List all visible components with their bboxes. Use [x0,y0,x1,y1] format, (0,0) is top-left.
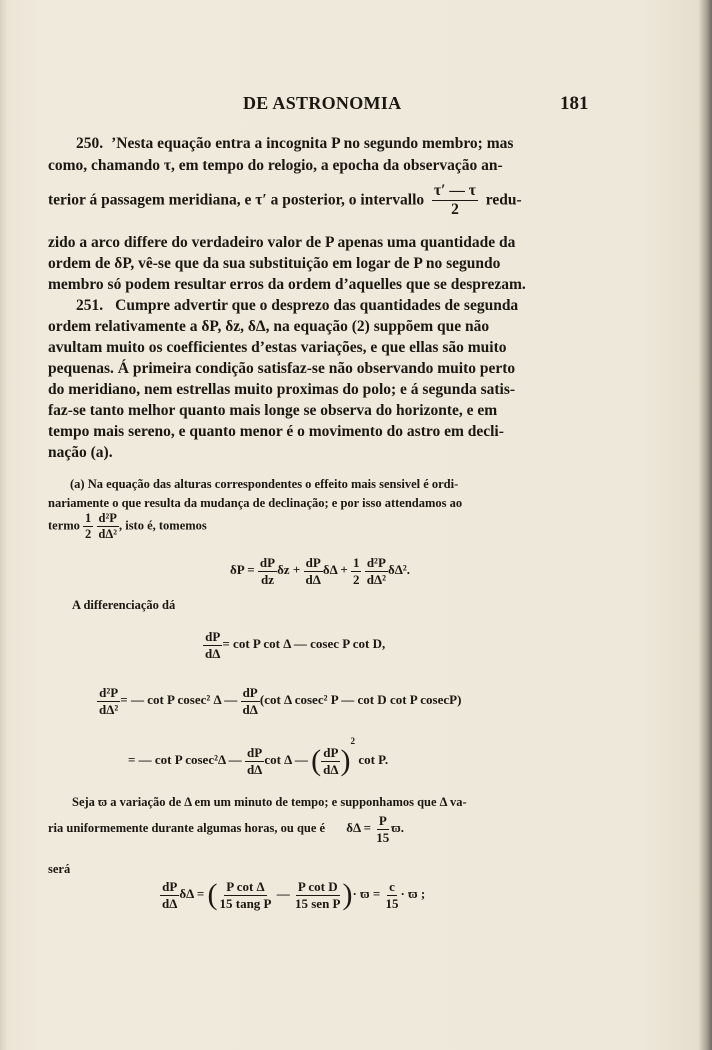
section-250-line-1: 250. ’Nesta equação entra a incognita P no segundo membro; mas [76,135,514,152]
equation-4: = — cot P cosec²Δ — $\frac{dP}{d\Delta}$ cot Δ — ( $\frac{dP}{d\Delta}$ )$^2$ cot P. [128,736,389,778]
page-gutter [0,0,8,1050]
differentiation-label: A differenciação dá [72,598,176,612]
section-251-line-2: ordem relativamente a δP, δz, δΔ, na equação (2) suppõem que não [48,318,490,335]
eq4-dp-dd: $\frac{dP}{d\Delta}$ [246,744,263,777]
page-edge [698,0,712,1050]
eq1-d2p: $\frac{\text{d²P}}{\text{dΔ²}}$ [366,555,387,587]
right-paren: ) [340,744,351,778]
left-paren: ( [311,744,322,778]
eq5-dp-dd: $\frac{dP}{d\Delta}$ [162,879,178,911]
footnote-seja: Seja ϖ a variação de Δ em um minuto de tempo; e supponhamos que Δ va- [72,795,467,809]
section-number: 251. [76,297,104,314]
half-fraction: $\frac{1}{2}$ [85,511,92,542]
section-250-line-4: zido a arco differe do verdadeiro valor de P apenas uma quantidade da [48,234,516,251]
eq3-dp-dd: $\frac{dP}{d\Delta}$ [242,685,258,717]
right-paren: ) [342,878,353,912]
section-251-line-5: do meridiano, nem estrellas muito proximas do polo; e á segunda satis- [48,381,516,398]
eq1-dp-dd: $\frac{dP}{d\Delta}$ [305,555,321,587]
eq1-half: $\frac{1}{2}$ [352,555,360,587]
footnote-sera: será [48,862,71,876]
equation-5: $\frac{dP}{d\Delta}$ δΔ = ( $\frac{\text{P cot Δ}}{\text{15 tang P}}$ — $\frac{\text{P cot D}}{\text{15 sen P}}$ )· ϖ = $\frac{c}{15}$ · ϖ ; [162,878,426,912]
eq4-dp-dd-squared: $\frac{dP}{d\Delta}$ [323,744,339,777]
section-250-line-5: ordem de δP, vê-se que da sua substituição em logar de P no segundo [48,255,501,272]
eq2-dp-dd: $\frac{dP}{d\Delta}$ [205,629,221,661]
footnote-line-1: (a) Na equação das alturas correspondentes o effeito mais sensivel é ordi- [70,477,459,491]
eq1-dp-dz: $\frac{dP}{dz}$ [259,555,276,587]
eq5-pcot-tang: $\frac{\text{P cot Δ}}{\text{15 tang P}}$ [219,879,272,911]
section-251-line-3: avultam muito os coefficientes d’estas variações, e que ellas são muito [48,339,507,356]
left-paren: ( [207,878,218,912]
section-number: 250. [76,135,104,152]
running-title: DE ASTRONOMIA [243,93,402,113]
section-251-line-1: 251. Cumpre advertir que o desprezo das quantidades de segunda [76,297,519,314]
section-250-line-3: terior á passagem meridiana, e τ′ a posterior, o intervallo $\frac{\tau' — \tau}{2}$ redu- [48,182,522,219]
footnote-line-2: nariamente o que resulta da mudança de declinação; e por isso attendamos ao [48,496,463,510]
page-number: 181 [560,93,589,114]
equation-2: $\frac{dP}{d\Delta}$ = cot P cot Δ — cosec P cot D, [205,629,386,661]
equation-1: δP = $\frac{dP}{dz}$ δz + $\frac{dP}{d\Delta}$ δΔ + $\frac{1}{2}$ $\frac{\text{d²P}}{\text{dΔ²}}$ δΔ². [230,555,411,587]
section-250-line-2: como, chamando τ, em tempo do relogio, a epocha da observação an- [48,157,503,174]
c-over-15: $\frac{c}{15}$ [385,879,399,911]
eq3-d2p: $\frac{\text{d²P}}{\text{dΔ²}}$ [99,685,119,717]
section-251-line-8: nação (a). [48,444,113,461]
eq5-pcotd-sen: $\frac{\text{P cot D}}{\text{15 sen P}}$ [294,879,341,911]
p-over-15: $\frac{P}{15}$ [376,813,390,845]
second-derivative-fraction: $\frac{\text{d²P}}{\text{dΔ²}}$ [98,511,117,542]
footnote-ria: ria uniformemente durante algumas horas, ou que é δΔ = $\frac{P}{15}$ ϖ. [48,813,405,845]
footnote-termo: termo $\frac{1}{2}$ $\frac{\text{d²P}}{\text{dΔ²}}$ , isto é, tomemos [48,511,207,542]
interval-fraction: $\frac{\tau' — \tau}{2}$ [434,182,476,219]
section-250-line-6: membro só podem resultar erros da ordem d’aquelles que se desprezam. [48,276,526,293]
equation-3: $\frac{\text{d²P}}{\text{dΔ²}}$ = — cot P cosec² Δ — $\frac{dP}{d\Delta}$ (cot Δ cosec² P — cot D cot P cosecP) [99,685,462,717]
section-251-line-4: pequenas. Á primeira condição satisfaz-se não observando muito perto [48,360,516,377]
delta-equation: δΔ = $\frac{P}{15}$ ϖ. [346,813,405,845]
section-251-line-6: faz-se tanto melhor quanto mais longe se observa do horizonte, e em [48,402,498,419]
section-251-line-7: tempo mais sereno, e quanto menor é o movimento do astro em decli- [48,423,504,440]
